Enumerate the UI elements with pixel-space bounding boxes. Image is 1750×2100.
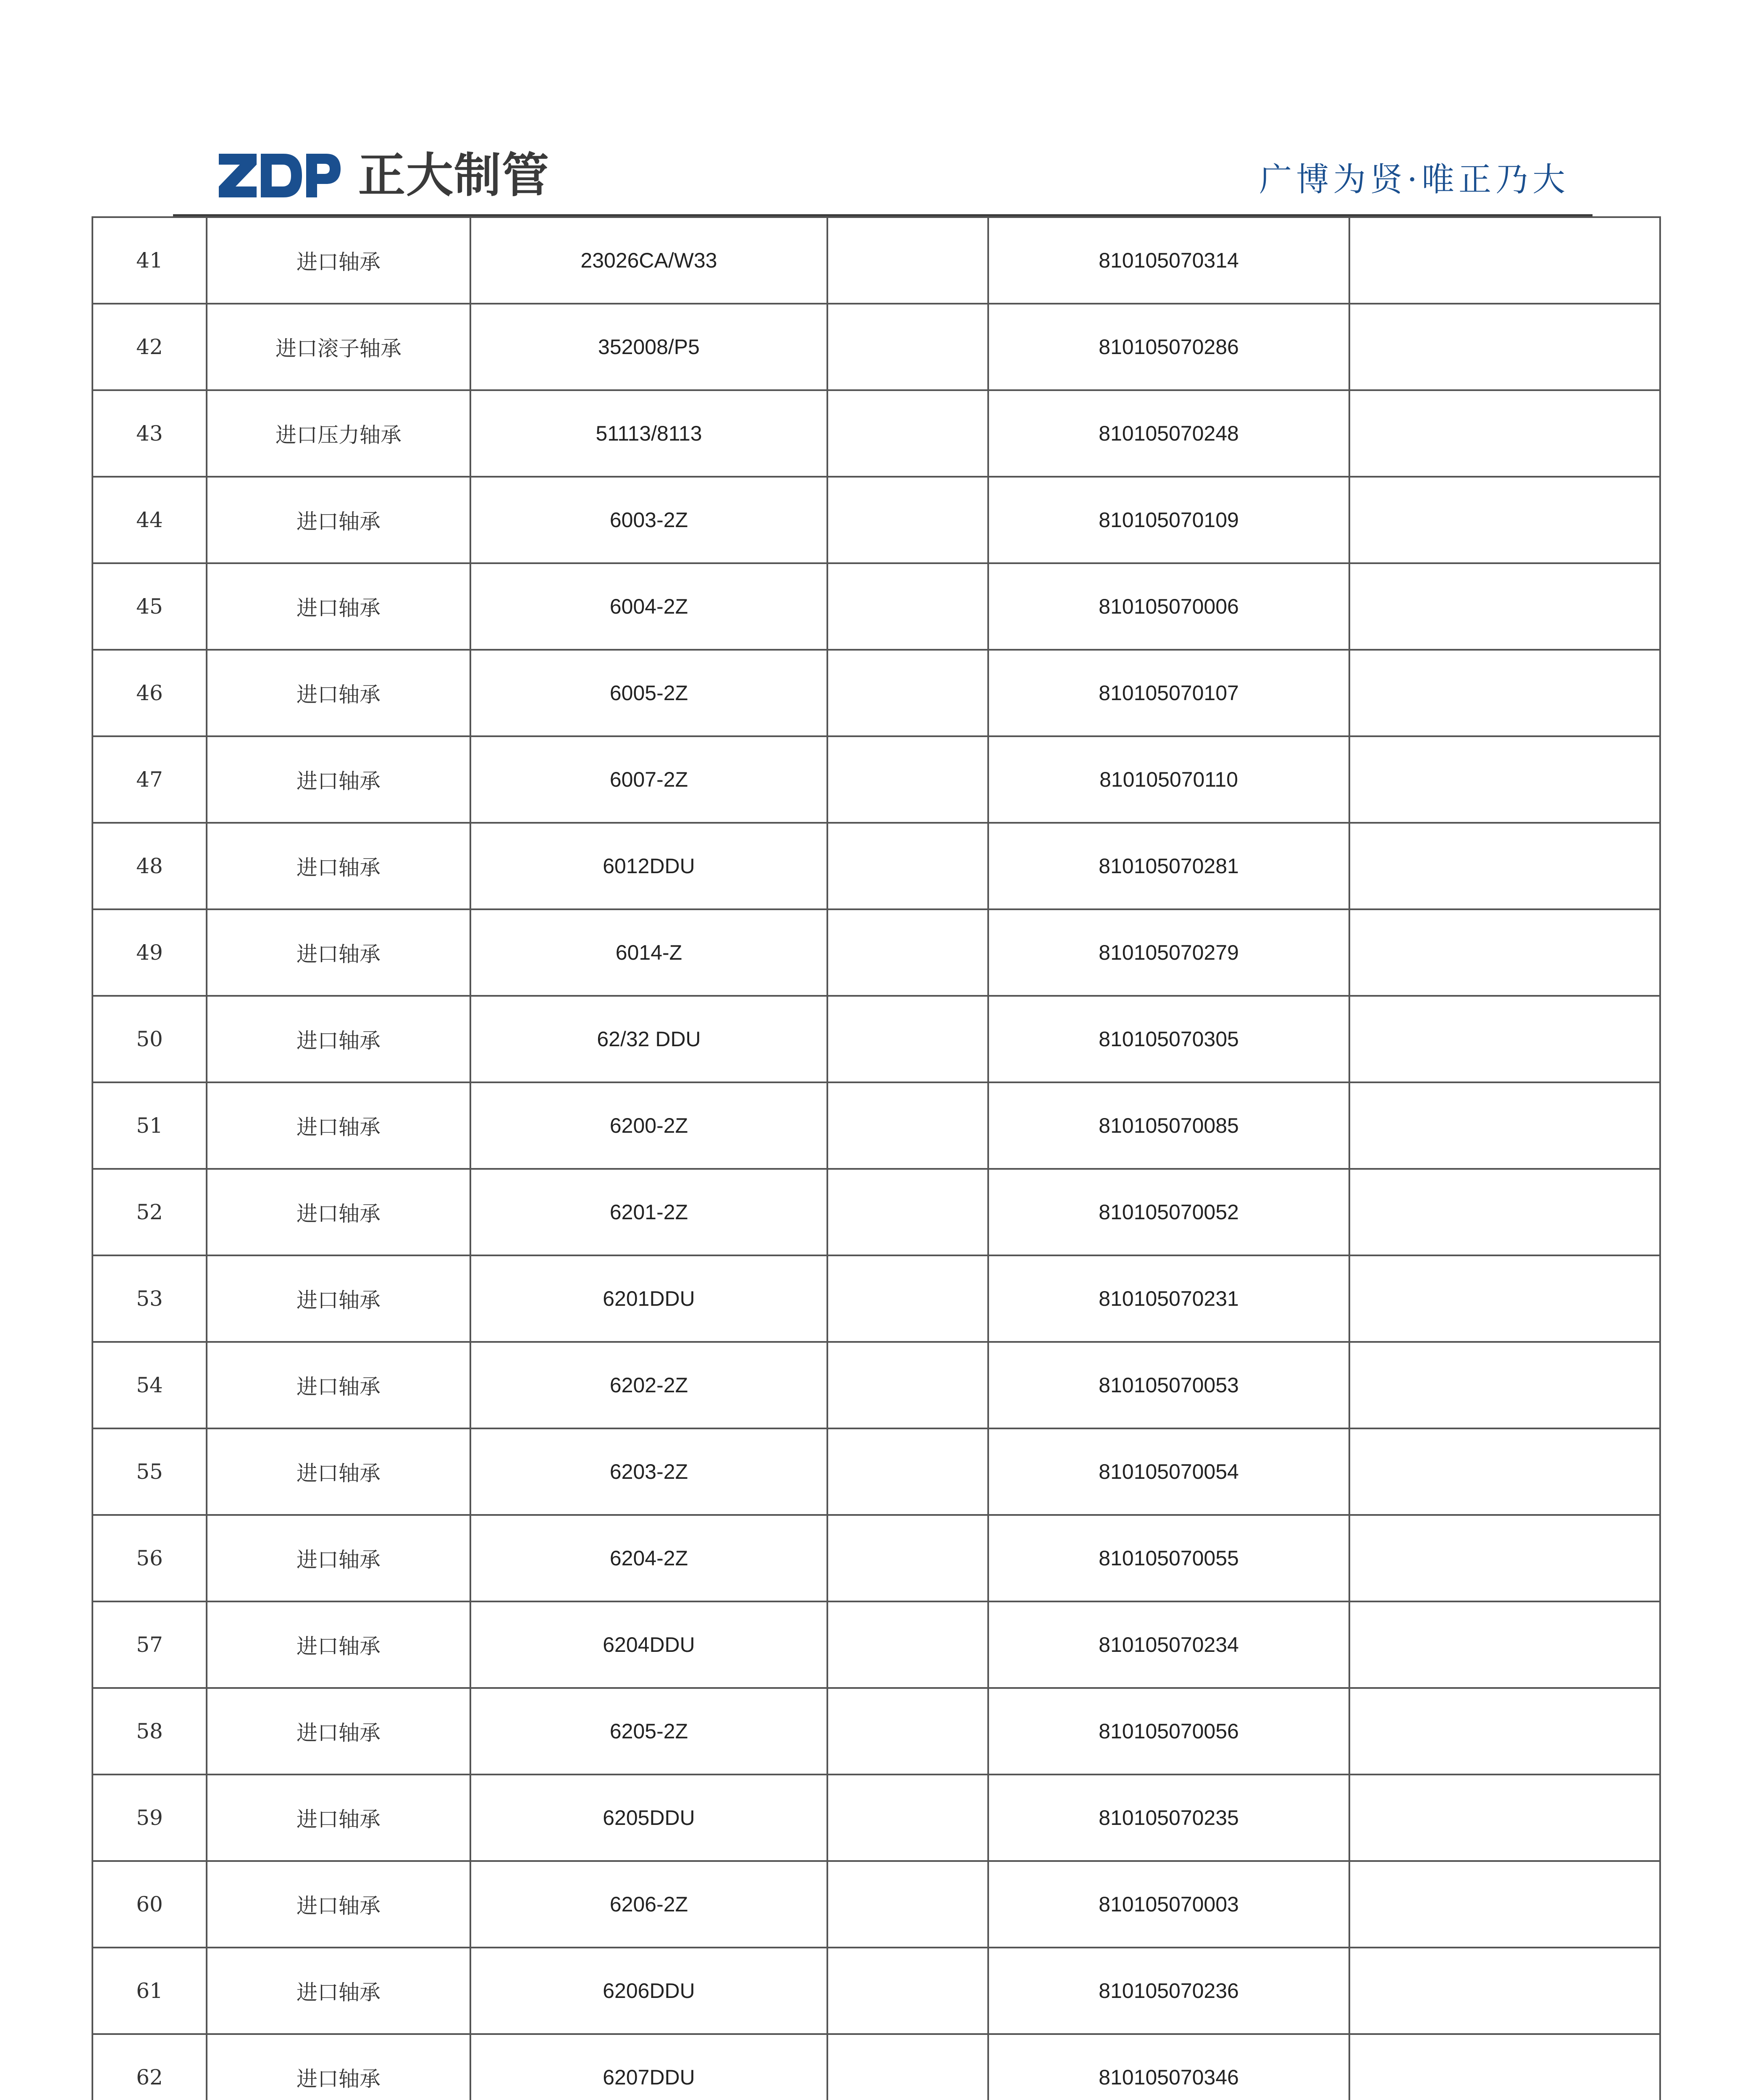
item-name: 进口轴承 <box>207 1515 470 1601</box>
item-code: 810105070231 <box>988 1255 1349 1342</box>
item-code: 810105070110 <box>988 736 1349 823</box>
item-model: 6012DDU <box>470 823 827 909</box>
item-blank <box>827 1774 988 1861</box>
item-code: 810105070279 <box>988 909 1349 996</box>
row-number: 61 <box>92 1948 207 2034</box>
item-blank <box>827 909 988 996</box>
item-model: 6206-2Z <box>470 1861 827 1948</box>
row-number: 51 <box>92 1082 207 1169</box>
item-blank <box>827 1342 988 1428</box>
row-number: 57 <box>92 1601 207 1688</box>
item-note <box>1349 1601 1660 1688</box>
page-header <box>0 0 1750 218</box>
item-note <box>1349 650 1660 736</box>
item-note <box>1349 1428 1660 1515</box>
table-row <box>92 1948 1660 2034</box>
item-note <box>1349 1082 1660 1169</box>
item-model: 6205-2Z <box>470 1688 827 1774</box>
item-name: 进口压力轴承 <box>207 390 470 477</box>
item-model: 6005-2Z <box>470 650 827 736</box>
table-row <box>92 996 1660 1082</box>
item-model: 6202-2Z <box>470 1342 827 1428</box>
table-row <box>92 1515 1660 1601</box>
item-name: 进口轴承 <box>207 1342 470 1428</box>
item-name: 进口轴承 <box>207 1948 470 2034</box>
item-model: 6206DDU <box>470 1948 827 2034</box>
company-name: 正大制管 <box>358 148 550 203</box>
table-row <box>92 1428 1660 1515</box>
item-blank <box>827 1428 988 1515</box>
item-blank <box>827 1255 988 1342</box>
item-name: 进口轴承 <box>207 1774 470 1861</box>
item-blank <box>827 823 988 909</box>
row-number: 44 <box>92 477 207 563</box>
table-row <box>92 1082 1660 1169</box>
bearing-table <box>92 216 1661 2100</box>
table-row <box>92 823 1660 909</box>
item-note <box>1349 736 1660 823</box>
table-row <box>92 1861 1660 1948</box>
row-number: 56 <box>92 1515 207 1601</box>
item-code: 810105070281 <box>988 823 1349 909</box>
item-blank <box>827 1948 988 2034</box>
item-blank <box>827 996 988 1082</box>
table-row <box>92 1774 1660 1861</box>
row-number: 50 <box>92 996 207 1082</box>
item-code: 810105070248 <box>988 390 1349 477</box>
item-model: 51113/8113 <box>470 390 827 477</box>
item-model: 6207DDU <box>470 2034 827 2100</box>
table-row <box>92 217 1660 304</box>
company-slogan: 广博为贤·唯正乃大 <box>1259 161 1569 199</box>
item-name: 进口轴承 <box>207 823 470 909</box>
item-name: 进口轴承 <box>207 1428 470 1515</box>
company-logo <box>216 148 550 203</box>
table-row <box>92 1169 1660 1255</box>
table-row <box>92 736 1660 823</box>
item-model: 23026CA/W33 <box>470 217 827 304</box>
row-number: 60 <box>92 1861 207 1948</box>
row-number: 59 <box>92 1774 207 1861</box>
item-code: 810105070109 <box>988 477 1349 563</box>
row-number: 47 <box>92 736 207 823</box>
table-row <box>92 1688 1660 1774</box>
item-note <box>1349 563 1660 650</box>
table-row <box>92 563 1660 650</box>
row-number: 46 <box>92 650 207 736</box>
row-number: 54 <box>92 1342 207 1428</box>
row-number: 49 <box>92 909 207 996</box>
item-name: 进口轴承 <box>207 217 470 304</box>
item-blank <box>827 2034 988 2100</box>
item-blank <box>827 563 988 650</box>
item-note <box>1349 909 1660 996</box>
item-model: 6201-2Z <box>470 1169 827 1255</box>
item-note <box>1349 217 1660 304</box>
item-model: 6204DDU <box>470 1601 827 1688</box>
item-code: 810105070055 <box>988 1515 1349 1601</box>
row-number: 55 <box>92 1428 207 1515</box>
item-code: 810105070235 <box>988 1774 1349 1861</box>
item-note <box>1349 1255 1660 1342</box>
item-blank <box>827 1082 988 1169</box>
item-blank <box>827 736 988 823</box>
item-code: 810105070346 <box>988 2034 1349 2100</box>
item-name: 进口轴承 <box>207 736 470 823</box>
item-model: 6007-2Z <box>470 736 827 823</box>
item-note <box>1349 1515 1660 1601</box>
item-note <box>1349 1774 1660 1861</box>
item-model: 6204-2Z <box>470 1515 827 1601</box>
item-note <box>1349 1169 1660 1255</box>
item-model: 6200-2Z <box>470 1082 827 1169</box>
table-row <box>92 650 1660 736</box>
item-note <box>1349 477 1660 563</box>
table-row <box>92 477 1660 563</box>
item-name: 进口轴承 <box>207 1082 470 1169</box>
row-number: 45 <box>92 563 207 650</box>
row-number: 53 <box>92 1255 207 1342</box>
item-code: 810105070286 <box>988 304 1349 390</box>
item-code: 810105070305 <box>988 996 1349 1082</box>
item-blank <box>827 1515 988 1601</box>
item-blank <box>827 304 988 390</box>
item-code: 810105070056 <box>988 1688 1349 1774</box>
item-model: 352008/P5 <box>470 304 827 390</box>
item-name: 进口轴承 <box>207 1861 470 1948</box>
item-note <box>1349 1688 1660 1774</box>
item-blank <box>827 1601 988 1688</box>
item-code: 810105070234 <box>988 1601 1349 1688</box>
item-model: 6004-2Z <box>470 563 827 650</box>
item-code: 810105070314 <box>988 217 1349 304</box>
item-name: 进口轴承 <box>207 1688 470 1774</box>
item-code: 810105070053 <box>988 1342 1349 1428</box>
item-name: 进口轴承 <box>207 2034 470 2100</box>
item-name: 进口轴承 <box>207 1169 470 1255</box>
item-code: 810105070054 <box>988 1428 1349 1515</box>
item-note <box>1349 1342 1660 1428</box>
item-name: 进口轴承 <box>207 996 470 1082</box>
item-note <box>1349 823 1660 909</box>
item-note <box>1349 1948 1660 2034</box>
row-number: 42 <box>92 304 207 390</box>
item-model: 6205DDU <box>470 1774 827 1861</box>
item-name: 进口轴承 <box>207 909 470 996</box>
item-code: 810105070236 <box>988 1948 1349 2034</box>
item-code: 810105070085 <box>988 1082 1349 1169</box>
item-code: 810105070052 <box>988 1169 1349 1255</box>
zdp-logo-icon <box>216 148 342 203</box>
item-model: 6014-Z <box>470 909 827 996</box>
item-name: 进口轴承 <box>207 1601 470 1688</box>
item-blank <box>827 650 988 736</box>
item-blank <box>827 477 988 563</box>
item-model: 6003-2Z <box>470 477 827 563</box>
item-blank <box>827 390 988 477</box>
row-number: 41 <box>92 217 207 304</box>
table-row <box>92 909 1660 996</box>
item-blank <box>827 1688 988 1774</box>
item-note <box>1349 1861 1660 1948</box>
item-note <box>1349 2034 1660 2100</box>
item-code: 810105070003 <box>988 1861 1349 1948</box>
table-row <box>92 1255 1660 1342</box>
item-note <box>1349 996 1660 1082</box>
item-model: 6203-2Z <box>470 1428 827 1515</box>
item-note <box>1349 304 1660 390</box>
item-model: 62/32 DDU <box>470 996 827 1082</box>
item-name: 进口滚子轴承 <box>207 304 470 390</box>
table-body <box>92 217 1660 2100</box>
row-number: 43 <box>92 390 207 477</box>
item-code: 810105070107 <box>988 650 1349 736</box>
item-blank <box>827 217 988 304</box>
table-row <box>92 2034 1660 2100</box>
row-number: 62 <box>92 2034 207 2100</box>
row-number: 58 <box>92 1688 207 1774</box>
row-number: 48 <box>92 823 207 909</box>
item-name: 进口轴承 <box>207 563 470 650</box>
item-blank <box>827 1169 988 1255</box>
table-row <box>92 390 1660 477</box>
table-row <box>92 1601 1660 1688</box>
table-row <box>92 304 1660 390</box>
item-model: 6201DDU <box>470 1255 827 1342</box>
item-name: 进口轴承 <box>207 1255 470 1342</box>
item-blank <box>827 1861 988 1948</box>
row-number: 52 <box>92 1169 207 1255</box>
item-code: 810105070006 <box>988 563 1349 650</box>
item-note <box>1349 390 1660 477</box>
item-name: 进口轴承 <box>207 650 470 736</box>
table-row <box>92 1342 1660 1428</box>
item-name: 进口轴承 <box>207 477 470 563</box>
